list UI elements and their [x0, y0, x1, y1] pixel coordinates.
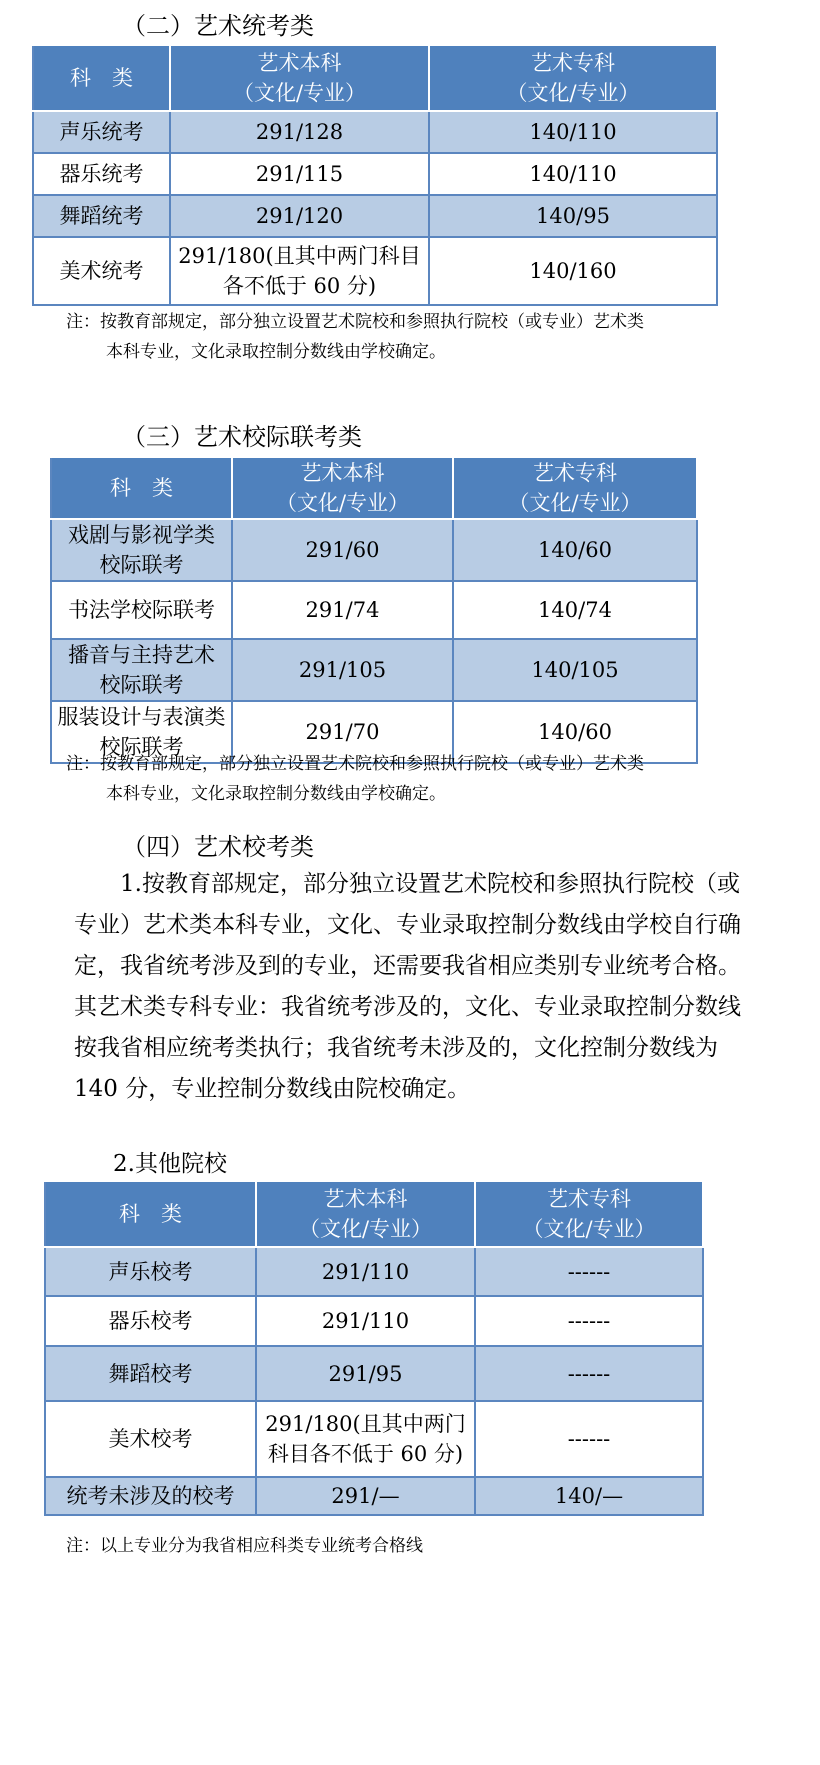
table-header-row [33, 45, 717, 111]
row-junior: 140/60 [453, 701, 697, 763]
row-bachelor: 291/115 [170, 153, 429, 195]
table-row [45, 1296, 703, 1346]
row-bachelor: 291/— [256, 1477, 475, 1515]
row-bachelor: 291/95 [256, 1346, 475, 1401]
row-bachelor: 291/105 [232, 639, 453, 701]
row-category: 舞蹈统考 [33, 195, 170, 237]
table-row [45, 1477, 703, 1515]
table-row [33, 111, 717, 153]
table-row [33, 195, 717, 237]
header-bachelor-sub: （文化/专业） [275, 491, 410, 515]
header-junior-sub: （文化/专业） [508, 491, 642, 515]
row-junior: 140/60 [453, 519, 697, 581]
section2-note [66, 307, 644, 367]
row-category-line1: 戏剧与影视学类 [68, 523, 215, 547]
row-bachelor-line2: 各不低于 60 分) [222, 274, 377, 298]
header-bachelor-label: 艺术本科 [257, 51, 342, 75]
row-bachelor: 291/110 [256, 1296, 475, 1346]
header-bachelor [170, 45, 429, 111]
table-row [45, 1247, 703, 1296]
header-junior [475, 1181, 703, 1247]
row-category: 舞蹈校考 [45, 1346, 256, 1401]
section3-heading: （三）艺术校际联考类 [122, 423, 362, 451]
header-category: 科 类 [45, 1181, 256, 1247]
row-category: 美术校考 [45, 1401, 256, 1477]
section4-subheading: 2.其他院校 [113, 1151, 227, 1177]
section3-note [66, 749, 644, 809]
header-category: 科 类 [51, 457, 232, 519]
section2-heading: （二）艺术统考类 [122, 12, 314, 40]
row-bachelor [256, 1401, 475, 1477]
row-category: 声乐校考 [45, 1247, 256, 1296]
row-junior: 140/160 [429, 237, 717, 305]
row-category: 美术统考 [33, 237, 170, 305]
header-category: 科 类 [33, 45, 170, 111]
header-junior-sub: （文化/专业） [506, 81, 640, 105]
header-junior-sub: （文化/专业） [522, 1217, 656, 1241]
row-junior: 140/74 [453, 581, 697, 639]
row-category-line1: 服装设计与表演类 [57, 705, 226, 729]
table-row [51, 639, 697, 701]
header-junior [429, 45, 717, 111]
row-junior: ------ [475, 1346, 703, 1401]
header-junior-label: 艺术专科 [531, 51, 615, 75]
note-line1: 注：按教育部规定，部分独立设置艺术院校和参照执行院校（或专业）艺术类 [66, 312, 644, 332]
row-junior: 140/— [475, 1477, 703, 1515]
row-bachelor: 291/120 [170, 195, 429, 237]
table-row [51, 581, 697, 639]
table-header-row [45, 1181, 703, 1247]
row-junior: 140/110 [429, 153, 717, 195]
row-category: 声乐统考 [33, 111, 170, 153]
row-bachelor-line1: 291/180(且其中两门科目 [178, 244, 421, 268]
table-row [45, 1401, 703, 1477]
note-line1: 注：按教育部规定，部分独立设置艺术院校和参照执行院校（或专业）艺术类 [66, 754, 644, 774]
section4-heading: （四）艺术校考类 [122, 833, 314, 861]
row-bachelor: 291/110 [256, 1247, 475, 1296]
row-bachelor: 291/74 [232, 581, 453, 639]
section2-table [32, 44, 718, 306]
table-header-row [51, 457, 697, 519]
row-category: 书法学校际联考 [51, 581, 232, 639]
row-junior: 140/95 [429, 195, 717, 237]
row-bachelor-line2: 科目各不低于 60 分) [267, 1442, 464, 1466]
row-junior: ------ [475, 1247, 703, 1296]
table-row [51, 519, 697, 581]
row-junior: 140/105 [453, 639, 697, 701]
row-category-line1: 播音与主持艺术 [68, 643, 215, 667]
row-category [51, 519, 232, 581]
section4-note: 注：以上专业分为我省相应科类专业统考合格线 [66, 1536, 423, 1556]
row-junior: ------ [475, 1296, 703, 1346]
header-bachelor [232, 457, 453, 519]
header-bachelor-sub: （文化/专业） [298, 1217, 433, 1241]
header-junior-label: 艺术专科 [547, 1187, 631, 1211]
table-row [45, 1346, 703, 1401]
header-bachelor-label: 艺术本科 [323, 1187, 408, 1211]
header-bachelor-sub: （文化/专业） [232, 81, 367, 105]
row-bachelor [170, 237, 429, 305]
header-bachelor-label: 艺术本科 [300, 461, 385, 485]
section4-table [44, 1180, 704, 1516]
row-category [51, 639, 232, 701]
table-row [33, 153, 717, 195]
row-bachelor: 291/128 [170, 111, 429, 153]
row-category: 器乐统考 [33, 153, 170, 195]
row-category-line2: 校际联考 [99, 735, 184, 759]
note-line2: 本科专业，文化录取控制分数线由学校确定。 [106, 342, 446, 362]
row-junior: ------ [475, 1401, 703, 1477]
row-category-line2: 校际联考 [99, 673, 184, 697]
header-junior [453, 457, 697, 519]
row-bachelor: 291/70 [232, 701, 453, 763]
header-junior-label: 艺术专科 [533, 461, 617, 485]
section4-paragraph: 1.按教育部规定，部分独立设置艺术院校和参照执行院校（或专业）艺术类本科专业，文化、专业录取控制分数线由学校自行确定，我省统考涉及到的专业，还需要我省相应类别专业统考合格。其艺术类专科专业：我省统考涉及的，文化、专业录取控制分数线按我省相应统考类执行；我省统考未涉及的，文化控制分数线为 140 分，专业控制分数线由院校确定。 [74, 871, 741, 1102]
row-category: 统考未涉及的校考 [45, 1477, 256, 1515]
note-line2: 本科专业，文化录取控制分数线由学校确定。 [106, 784, 446, 804]
table-row [33, 237, 717, 305]
row-bachelor-line1: 291/180(且其中两门 [265, 1412, 466, 1436]
row-bachelor: 291/60 [232, 519, 453, 581]
row-category-line2: 校际联考 [99, 553, 184, 577]
row-junior: 140/110 [429, 111, 717, 153]
section3-table [50, 456, 698, 764]
header-bachelor [256, 1181, 475, 1247]
row-category: 器乐校考 [45, 1296, 256, 1346]
